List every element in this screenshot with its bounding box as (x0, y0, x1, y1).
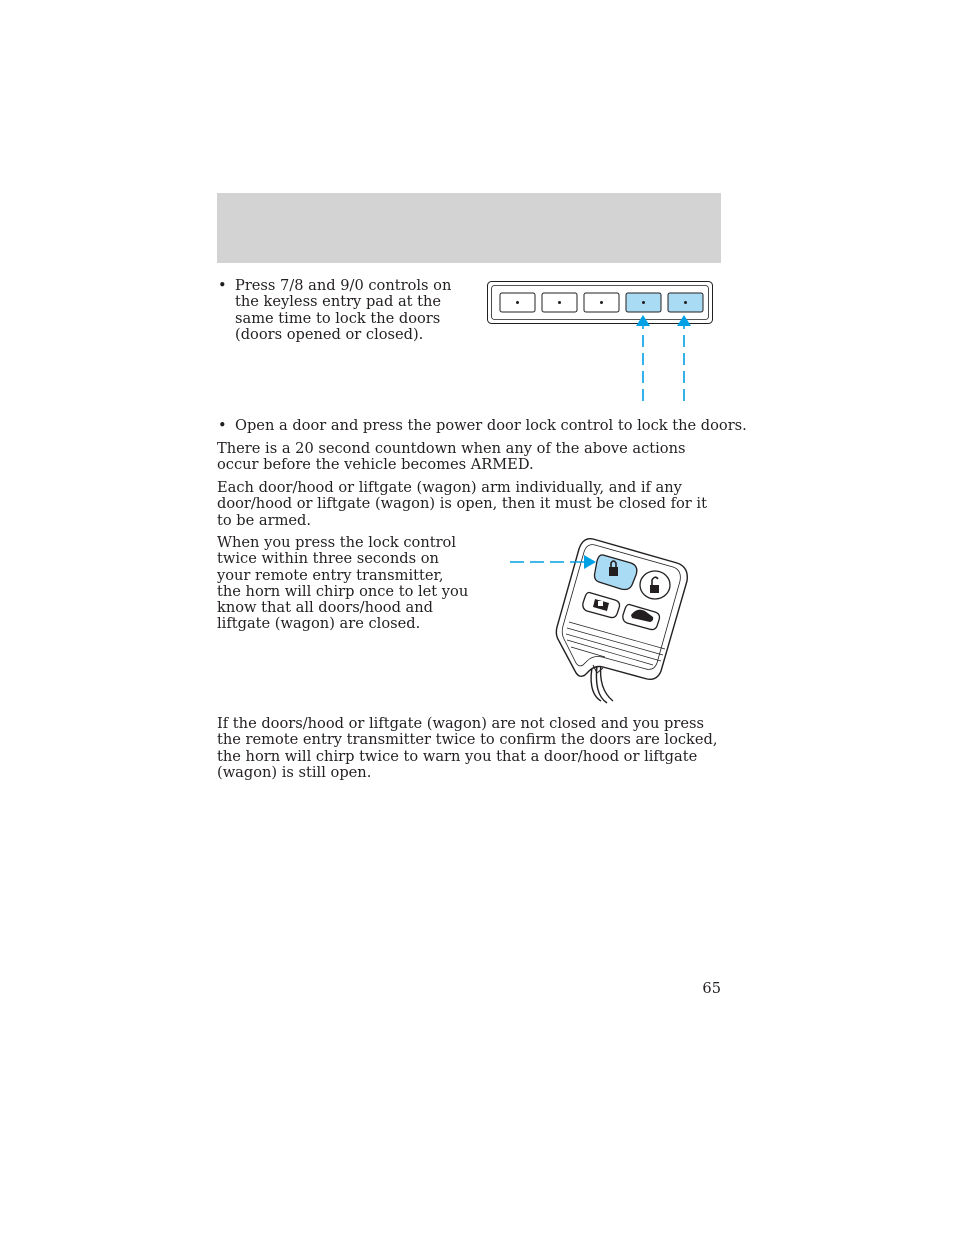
keypad-button-5 (668, 293, 703, 312)
keypad-button-4 (626, 293, 661, 312)
keypad-button-dot-icon (642, 301, 645, 304)
bullet-symbol: • (218, 277, 227, 294)
paragraph-arm-individually: Each door/hood or liftgate (wagon) arm individually, and if any door/hood or liftgate (wagon) is open, then it must be closed for it to be armed. (217, 479, 707, 529)
keypad-button-1 (500, 293, 535, 312)
paragraph-countdown: There is a 20 second countdown when any of the above actions occur before the vehicle becomes ARMED. (217, 440, 686, 474)
section-header-band (217, 193, 721, 263)
paragraph-horn-chirp-twice: If the doors/hood or liftgate (wagon) are not closed and you press the remote entry transmitter twice to confirm the doors are locked, the horn will chirp twice to warn you that a door/hood or liftgate (wagon) is still open. (217, 715, 718, 781)
page-number: 65 (702, 980, 721, 997)
keypad-button-dot-icon (684, 301, 687, 304)
bullet-symbol: • (218, 417, 227, 434)
keypad-button-dot-icon (558, 301, 561, 304)
bullet-text: Press 7/8 and 9/0 controls on the keyless entry pad at the same time to lock the doors (doors opened or closed). (235, 277, 452, 343)
arrow-to-button-9-0 (677, 315, 691, 401)
keyless-entry-keypad-figure (486, 279, 716, 405)
remote-transmitter-icon (556, 539, 687, 703)
unlock-button-icon (640, 571, 670, 599)
arrow-to-button-7-8 (636, 315, 650, 401)
remote-entry-transmitter-figure (505, 535, 695, 705)
paragraph-horn-chirp-once: When you press the lock control twice within three seconds on your remote entry transmitter, the horn will chirp once to let you know that all doors/hood and liftgate (wagon) are closed. (217, 534, 469, 633)
bullet-item-keypad-lock (218, 278, 468, 348)
keypad-button-dot-icon (516, 301, 519, 304)
keypad-button-dot-icon (600, 301, 603, 304)
keypad-button-3 (584, 293, 619, 312)
keypad-button-2 (542, 293, 577, 312)
bullet-item-power-lock (218, 417, 747, 436)
bullet-text: Open a door and press the power door lock control to lock the doors. (235, 417, 747, 434)
